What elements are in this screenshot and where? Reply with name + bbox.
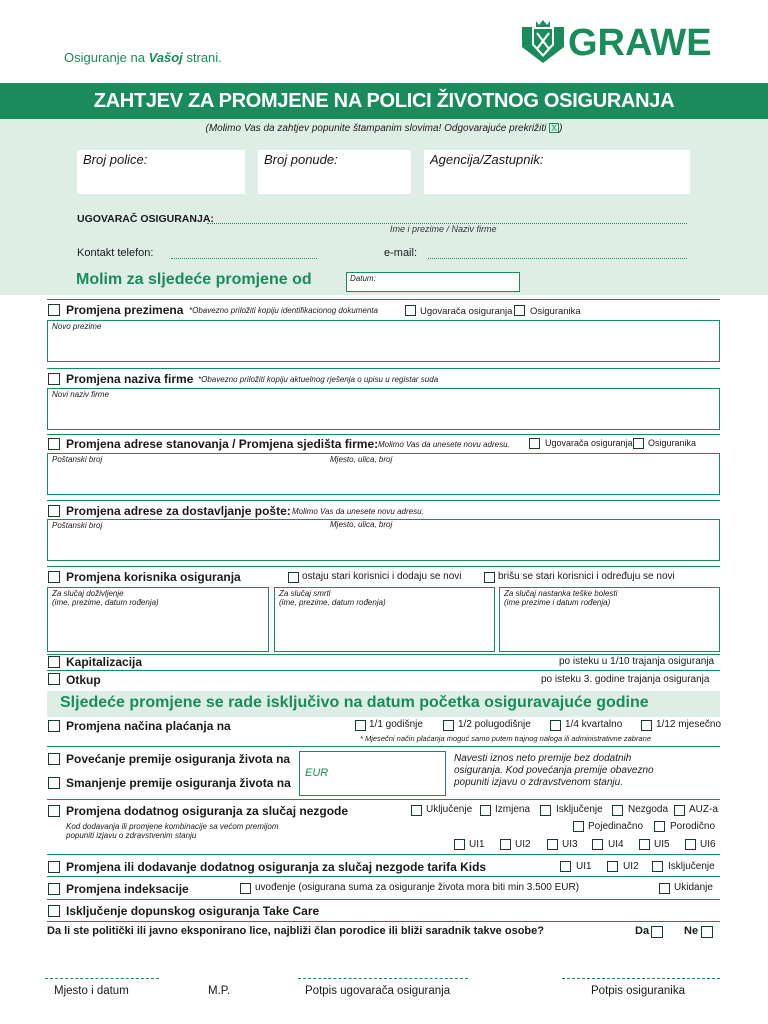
nezgoda-opt5-label: AUZ-a <box>689 804 718 815</box>
nezgoda-opt2-label: Izmjena <box>495 804 531 815</box>
divider <box>47 899 720 900</box>
placanje-note: * Mjesečni način plaćanja moguć samo putem trajnog naloga ili administrativne zabrane <box>360 734 651 743</box>
kapitalizacija-label: Kapitalizacija <box>66 655 143 669</box>
kids-iskljucenje-checkbox[interactable] <box>652 861 663 872</box>
porodicno-checkbox[interactable] <box>654 821 665 832</box>
mjesto-datum-label: Mjesto i datum <box>54 985 129 997</box>
kids-ui1-checkbox[interactable] <box>560 861 571 872</box>
adresa-opt1-label: Ugovarača osiguranja <box>545 438 633 448</box>
pep-ne-checkbox[interactable] <box>701 926 713 938</box>
ui4-label: UI4 <box>608 839 624 850</box>
nezgoda-checkbox[interactable] <box>48 805 60 817</box>
firma-label: Promjena naziva firme <box>66 372 194 386</box>
divider <box>47 876 720 877</box>
korisnik-opt2-label: brišu se stari korisnici i određuju se novi <box>498 571 675 582</box>
nezgoda-iskljucenje-checkbox[interactable] <box>540 805 551 816</box>
ui3-checkbox[interactable] <box>547 839 558 850</box>
instruction-text: (Molimo Vas da zahtjev popunite štampanim slovima! Odgovarajuće prekrižiti X ) <box>205 123 563 134</box>
indeksacija-opt2-label: Ukidanje <box>674 882 713 893</box>
smanjenje-label: Smanjenje premije osiguranja života na <box>66 776 291 790</box>
kids-opt1-label: UI1 <box>576 861 592 872</box>
porodicno-label: Porodično <box>670 821 716 832</box>
adresa-osiguranik-checkbox[interactable] <box>633 438 644 449</box>
adresa-opt2-label: Osiguranika <box>648 438 697 448</box>
placanje-opt3-label: 1/4 kvartalno <box>565 719 623 730</box>
prezime-note: *Obavezno priložiti kopiju identifikacionog dokumenta <box>189 306 378 315</box>
takecare-checkbox[interactable] <box>48 905 60 917</box>
divider <box>47 670 720 671</box>
ui6-label: UI6 <box>700 839 716 850</box>
placanje-label: Promjena načina plaćanja na <box>66 719 231 733</box>
indeksacija-opt1-label: uvođenje (osigurana suma za osiguranje života mora biti min 3.500 EUR) <box>255 882 580 893</box>
ui5-label: UI5 <box>654 839 670 850</box>
kontakt-field[interactable] <box>171 247 317 259</box>
dostava-label: Promjena adrese za dostavljanje pošte: <box>66 504 291 518</box>
novo-prezime-field[interactable]: Novo prezime <box>47 320 720 362</box>
indeksacija-uvodenje-checkbox[interactable] <box>240 883 251 894</box>
grawe-logo: GRAWE <box>568 22 712 64</box>
nezgoda-opt4-label: Nezgoda <box>628 804 669 815</box>
prezime-ugovarac-checkbox[interactable] <box>405 305 416 316</box>
divider <box>47 434 720 435</box>
prezime-osiguranik-checkbox[interactable] <box>514 305 525 316</box>
premija-note: Navesti iznos neto premije bez dodatnih osiguranja. Kod povećanja premije obavezno popuniti izjavu o zdravstvenom stanju. <box>454 753 654 788</box>
dostava-mjesto-label: Mjesto, ulica, broj <box>330 520 393 529</box>
email-label: e-mail: <box>384 247 418 259</box>
pojedinacno-label: Pojedinačno <box>588 821 644 832</box>
placanje-polugodisnje-checkbox[interactable] <box>443 720 454 731</box>
indeksacija-label: Promjena indeksacije <box>66 882 189 896</box>
ui2-label: UI2 <box>515 839 531 850</box>
nezgoda-izmjena-checkbox[interactable] <box>480 805 491 816</box>
placanje-mjesecno-checkbox[interactable] <box>641 720 652 731</box>
dostava-checkbox[interactable] <box>48 505 60 517</box>
placanje-opt4-label: 1/12 mjesečno <box>656 719 722 730</box>
potpis-ugovaraca-line[interactable] <box>298 978 468 979</box>
potpis-ugovaraca-label: Potpis ugovarača osiguranja <box>305 985 451 997</box>
otkup-label: Otkup <box>66 673 101 687</box>
korisnik-ostaju-checkbox[interactable] <box>288 572 299 583</box>
adresa-note: Molimo Vas da unesete novu adresu. <box>378 440 510 449</box>
adresa-label: Promjena adrese stanovanja / Promjena sjedišta firme: <box>66 437 379 451</box>
adresa-postanski-label: Poštanski broj <box>52 455 103 464</box>
dostava-postanski-label: Poštanski broj <box>52 521 103 530</box>
ugovarac-field[interactable] <box>207 213 687 224</box>
korisnik-brisu-checkbox[interactable] <box>484 572 495 583</box>
pojedinacno-checkbox[interactable] <box>573 821 584 832</box>
ui2-checkbox[interactable] <box>500 839 511 850</box>
dostava-note: Molimo Vas da unesete novu adresu. <box>292 507 424 516</box>
povecanje-checkbox[interactable] <box>48 753 60 765</box>
adresa-checkbox[interactable] <box>48 438 60 450</box>
placanje-opt2-label: 1/2 polugodišnje <box>458 719 531 730</box>
potpis-osiguranika-line[interactable] <box>562 978 720 979</box>
nezgoda-note: Kod dodavanja ili promjene kombinacije sa većom premijom popuniti izjavu o zdravstvenim stanju <box>66 822 279 840</box>
section2-title: Sljedeće promjene se rade isključivo na datum početka osiguravajuće godine <box>60 694 649 711</box>
agencija-field[interactable]: Agencija/Zastupnik: <box>424 150 690 194</box>
broj-ponude-field[interactable]: Broj ponude: <box>258 150 411 194</box>
broj-police-field[interactable]: Broj police: <box>77 150 245 194</box>
ugovarac-sublabel: Ime i prezime / Naziv firme <box>390 224 497 234</box>
potpis-osiguranika-label: Potpis osiguranika <box>591 985 685 997</box>
kids-opt3-label: Isključenje <box>668 861 715 872</box>
korisnik-label: Promjena korisnika osiguranja <box>66 570 241 584</box>
nezgoda-ukljucenje-checkbox[interactable] <box>411 805 422 816</box>
divider <box>47 299 720 300</box>
kids-ui2-checkbox[interactable] <box>607 861 618 872</box>
firma-note: *Obavezno priložiti kopiju aktuelnog rješenja o upisu u registar suda <box>198 375 439 384</box>
povecanje-label: Povećanje premije osiguranja života na <box>66 752 291 766</box>
kapitalizacija-checkbox[interactable] <box>48 656 60 668</box>
divider <box>47 368 720 369</box>
divider <box>47 854 720 855</box>
divider <box>47 921 720 922</box>
kapitalizacija-note: po isteku u 1/10 trajanja osiguranja <box>559 656 715 667</box>
mp-label: M.P. <box>208 985 231 997</box>
grawe-shield-icon <box>520 19 566 65</box>
divider <box>47 500 720 501</box>
nezgoda-nezgoda-checkbox[interactable] <box>612 805 623 816</box>
korisnik-opt1-label: ostaju stari korisnici i dodaju se novi <box>302 571 462 582</box>
kids-checkbox[interactable] <box>48 861 60 873</box>
pep-ne-label: Ne <box>684 925 699 937</box>
nezgoda-label: Promjena dodatnog osiguranja za slučaj nezgode <box>66 804 349 818</box>
novi-naziv-firme-field[interactable]: Novi naziv firme <box>47 388 720 430</box>
ugovarac-label: UGOVARAČ OSIGURANJA: <box>77 213 214 225</box>
smanjenje-checkbox[interactable] <box>48 777 60 789</box>
prezime-checkbox[interactable] <box>48 304 60 316</box>
korisnik-bolest-field[interactable]: Za slučaj nastanka teške bolesti (ime prezime i datum rođenja) <box>499 587 720 652</box>
form-title: ZAHTJEV ZA PROMJENE NA POLICI ŽIVOTNOG OSIGURANJA <box>0 83 768 119</box>
kids-opt2-label: UI2 <box>623 861 639 872</box>
nezgoda-auz-checkbox[interactable] <box>674 805 685 816</box>
prezime-opt2-label: Osiguranika <box>530 306 581 317</box>
korisnik-dozivljenje-field[interactable]: Za slučaj doživljenje (ime, prezime, datum rođenja) <box>47 587 269 652</box>
adresa-ugovarac-checkbox[interactable] <box>529 438 540 449</box>
nezgoda-opt3-label: Isključenje <box>556 804 603 815</box>
korisnik-checkbox[interactable] <box>48 571 60 583</box>
email-field[interactable] <box>428 247 687 259</box>
ui6-checkbox[interactable] <box>685 839 696 850</box>
prezime-label: Promjena prezimena <box>66 303 184 317</box>
premija-amount-field[interactable]: EUR <box>299 751 446 796</box>
adresa-mjesto-label: Mjesto, ulica, broj <box>330 455 393 464</box>
ui5-checkbox[interactable] <box>639 839 650 850</box>
placanje-godisnje-checkbox[interactable] <box>355 720 366 731</box>
ui4-checkbox[interactable] <box>592 839 603 850</box>
datum-field[interactable]: Datum: <box>346 272 520 292</box>
tagline: Osiguranje na Vašoj strani. <box>64 50 222 65</box>
cross-mark-icon: X <box>551 123 558 134</box>
nezgoda-opt1-label: Uključenje <box>426 804 473 815</box>
korisnik-smrt-field[interactable]: Za slučaj smrti (ime, prezime, datum rođenja) <box>274 587 495 652</box>
ui1-checkbox[interactable] <box>454 839 465 850</box>
divider <box>47 654 720 655</box>
takecare-label: Isključenje dopunskog osiguranja Take Care <box>66 904 320 918</box>
placanje-checkbox[interactable] <box>48 720 60 732</box>
pep-da-label: Da <box>635 925 650 937</box>
placanje-kvartalno-checkbox[interactable] <box>550 720 561 731</box>
divider <box>47 746 720 747</box>
mjesto-datum-line[interactable] <box>45 978 159 979</box>
kids-label: Promjena ili dodavanje dodatnog osiguranja za slučaj nezgode tarifa Kids <box>66 860 487 874</box>
kontakt-label: Kontakt telefon: <box>77 247 154 259</box>
prezime-opt1-label: Ugovarača osiguranja <box>420 306 513 317</box>
pep-da-checkbox[interactable] <box>651 926 663 938</box>
ui3-label: UI3 <box>562 839 578 850</box>
indeksacija-checkbox[interactable] <box>48 883 60 895</box>
divider <box>47 566 720 567</box>
pep-question: Da li ste politički ili javno eksponirano lice, najbliži član porodice ili bliži saradnik takve osobe? <box>47 925 544 937</box>
placanje-opt1-label: 1/1 godišnje <box>369 719 423 730</box>
firma-checkbox[interactable] <box>48 373 60 385</box>
otkup-checkbox[interactable] <box>48 673 60 685</box>
otkup-note: po isteku 3. godine trajanja osiguranja <box>541 674 710 685</box>
divider <box>47 799 720 800</box>
section1-title: Molim za sljedeće promjene od <box>76 271 312 288</box>
indeksacija-ukidanje-checkbox[interactable] <box>659 883 670 894</box>
ui1-label: UI1 <box>469 839 485 850</box>
